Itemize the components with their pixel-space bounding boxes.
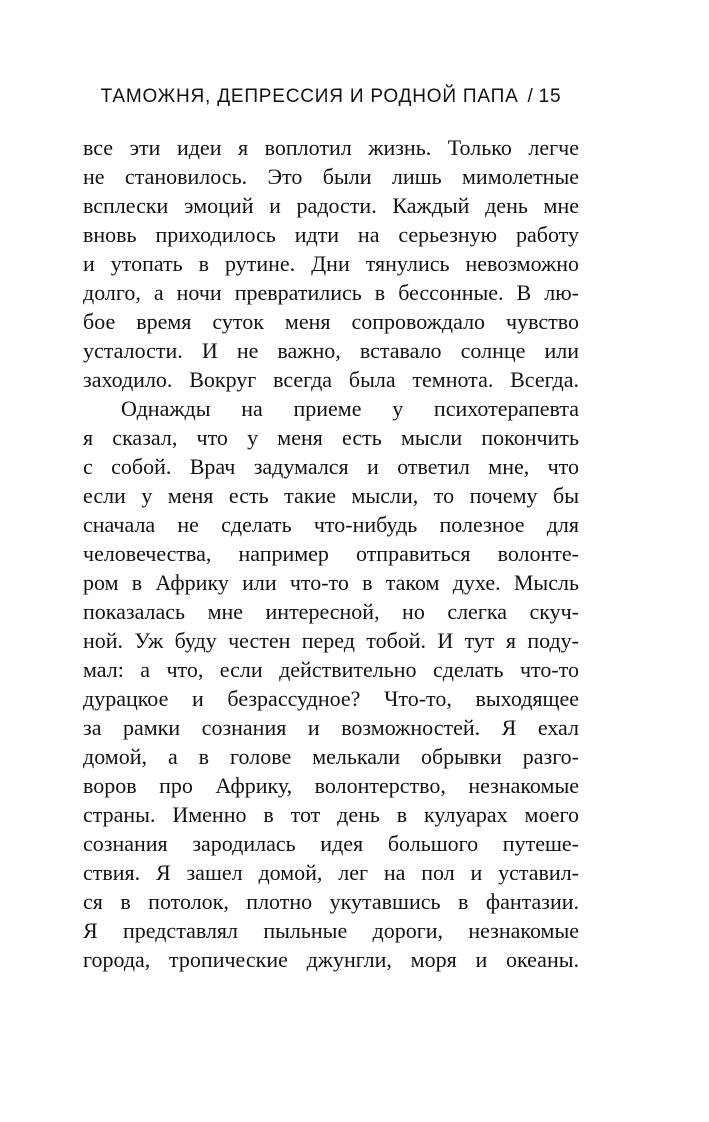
text-line: города, тропические джунгли, моря и океаны.	[83, 947, 579, 972]
text-line: долго, а ночи превратились в бессонные. В лю-	[83, 280, 579, 305]
text-line: показалась мне интересной, но слегка скуч-	[83, 599, 579, 624]
page-number: 15	[538, 86, 562, 107]
chapter-title: ТАМОЖНЯ, ДЕПРЕССИЯ И РОДНОЙ ПАПА	[100, 86, 519, 107]
text-line: мал: а что, если действительно сделать что-то	[83, 657, 579, 682]
text-line: я сказал, что у меня есть мысли покончить	[83, 425, 579, 450]
text-line: если у меня есть такие мысли, то почему бы	[83, 483, 579, 508]
header-separator: /	[527, 86, 534, 107]
text-line: с собой. Врач задумался и ответил мне, что	[83, 454, 579, 479]
text-line: ной. Уж буду честен перед тобой. И тут я поду-	[83, 628, 579, 653]
text-line: заходило. Вокруг всегда была темнота. Всегда.	[83, 367, 579, 392]
text-line: усталости. И не важно, вставало солнце или	[83, 338, 579, 363]
text-line: Я представлял пыльные дороги, незнакомые	[83, 918, 579, 943]
page-body	[83, 133, 579, 974]
text-line: за рамки сознания и возможностей. Я ехал	[83, 715, 579, 740]
text-line: не становилось. Это были лишь мимолетные	[83, 164, 579, 189]
text-line: воров про Африку, волонтерство, незнакомые	[83, 773, 579, 798]
text-line: все эти идеи я воплотил жизнь. Только легче	[83, 135, 579, 160]
text-line: ся в потолок, плотно укутавшись в фантазии.	[83, 889, 579, 914]
text-line: всплески эмоций и радости. Каждый день мне	[83, 193, 579, 218]
text-line: бое время суток меня сопровождало чувство	[83, 309, 579, 334]
running-header	[83, 86, 579, 108]
text-line: ствия. Я зашел домой, лег на пол и уставил-	[83, 860, 579, 885]
text-line: Однажды на приеме у психотерапевта	[121, 396, 579, 421]
text-line: домой, а в голове мелькали обрывки разго-	[83, 744, 579, 769]
text-line: дурацкое и безрассудное? Что-то, выходящее	[83, 686, 579, 711]
text-line: ром в Африку или что-то в таком духе. Мысль	[83, 570, 579, 595]
text-line: страны. Именно в тот день в кулуарах моего	[83, 802, 579, 827]
text-line: сначала не сделать что-нибудь полезное для	[83, 512, 579, 537]
text-line: и утопать в рутине. Дни тянулись невозможно	[83, 251, 579, 276]
text-line: человечества, например отправиться волонте-	[83, 541, 579, 566]
text-line: вновь приходилось идти на серьезную работу	[83, 222, 579, 247]
text-line: сознания зародилась идея большого путеше-	[83, 831, 579, 856]
